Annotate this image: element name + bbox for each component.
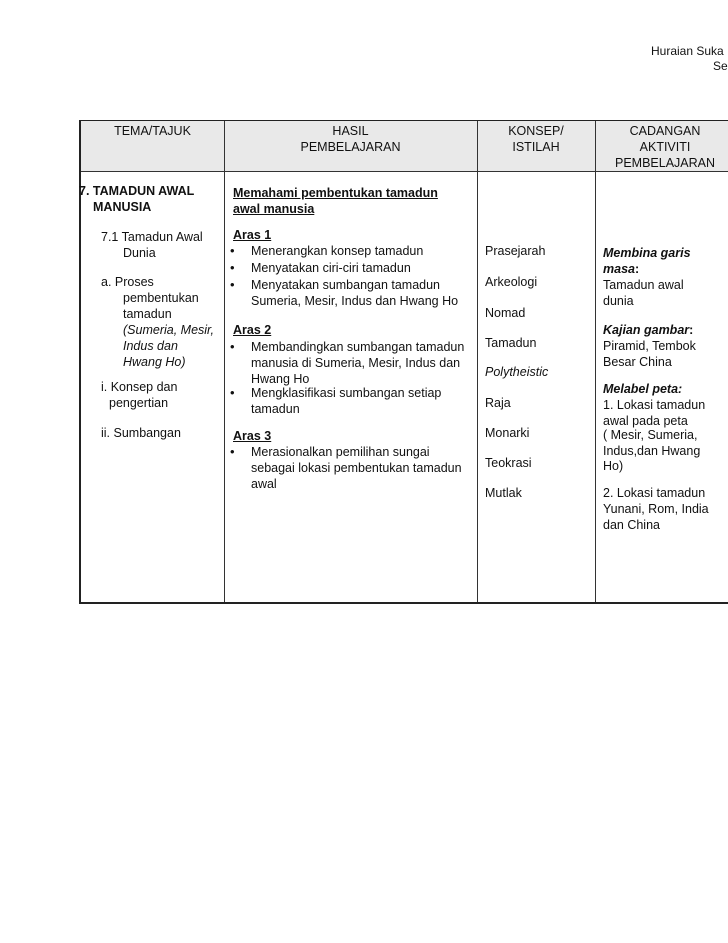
activity-2-heading-text: Kajian gambar [603, 323, 690, 337]
concept-item: Teokrasi [485, 456, 532, 470]
activity-1-heading-1: Membina garis [603, 246, 691, 260]
activity-1-text-2: dunia [603, 294, 634, 308]
aras-1-heading: Aras 1 [233, 228, 272, 242]
header-konsep-label-2: ISTILAH [512, 140, 560, 154]
activity-1-text: Tamadun awal [603, 278, 684, 292]
bullet-icon: • [230, 243, 235, 258]
column-divider [477, 121, 478, 602]
item-a-2: pembentukan [123, 291, 199, 305]
activity-2-text-1: Piramid, Tembok [603, 339, 696, 353]
bullet-icon: • [230, 277, 235, 292]
bullet-text: Hwang Ho [251, 372, 310, 386]
header-tema-label: TEMA/TAJUK [114, 124, 191, 138]
header-line-2: Se [713, 59, 728, 73]
item-i-1: i. Konsep dan [101, 380, 178, 394]
aras-2-bullet-1 [230, 339, 465, 387]
item-a-6: Hwang Ho) [123, 355, 186, 369]
concept-item: Tamadun [485, 336, 537, 350]
activity-3-heading: Melabel peta: [603, 382, 683, 396]
activity-4-text-2: Yunani, Rom, India [603, 502, 709, 516]
bullet-text: awal [251, 477, 277, 491]
bullet-text: sebagai lokasi pembentukan tamadun [251, 461, 462, 475]
header-hasil [224, 123, 477, 155]
activity-3-text-1: 1. Lokasi tamadun [603, 398, 706, 412]
aras-3-heading: Aras 3 [233, 429, 272, 443]
concept-item: Prasejarah [485, 244, 546, 258]
item-ii: ii. Sumbangan [101, 426, 181, 440]
activity-4-text-1: 2. Lokasi tamadun [603, 486, 706, 500]
item-a-4: (Sumeria, Mesir, [123, 323, 214, 337]
activity-3-text-2: awal pada peta [603, 414, 688, 428]
aras-1-bullet-3 [230, 277, 459, 309]
activity-3-text-4: Indus,dan Hwang [603, 444, 701, 458]
learning-outcome-2: awal manusia [233, 202, 315, 216]
activity-2-text-2: Besar China [603, 355, 672, 369]
concept-item: Mutlak [485, 486, 522, 500]
concept-item: Raja [485, 396, 511, 410]
activity-1-heading-text: masa [603, 262, 635, 276]
header-cadangan-label-3: PEMBELAJARAN [614, 156, 716, 170]
header-cadangan-label-2: AKTIVITI [639, 140, 691, 154]
activity-3-text-3: ( Mesir, Sumeria, [603, 428, 698, 442]
activity-2-heading [603, 322, 693, 338]
concept-item: Arkeologi [485, 275, 538, 289]
bullet-text: Merasionalkan pemilihan sungai [251, 445, 430, 459]
subtopic-2: Dunia [123, 246, 156, 260]
subtopic-1: 7.1 Tamadun Awal [101, 230, 203, 244]
column-divider [224, 121, 225, 602]
header-line-1: Huraian Suka [651, 44, 724, 58]
header-cadangan-label-1: CADANGAN [629, 124, 701, 138]
header-konsep-label-1: KONSEP/ [508, 124, 564, 138]
bullet-text: Mengklasifikasi sumbangan setiap [251, 386, 442, 400]
activity-1-heading-2 [603, 261, 639, 277]
bullet-text: Sumeria, Mesir, Indus dan Hwang Ho [251, 294, 459, 308]
syllabus-table [79, 120, 728, 604]
activity-2-colon: : [689, 323, 694, 337]
bullet-icon: • [230, 444, 235, 459]
aras-2-bullet-2 [230, 385, 442, 417]
bullet-text: Membandingkan sumbangan tamadun [251, 340, 465, 354]
item-a-3: tamadun [123, 307, 172, 321]
bullet-text: Menerangkan konsep tamadun [251, 244, 424, 258]
activity-3-text-5: Ho) [603, 459, 624, 473]
bullet-text: tamadun [251, 402, 300, 416]
bullet-icon: • [230, 385, 235, 400]
aras-1-bullet-1 [230, 243, 424, 259]
header-tema [81, 123, 224, 139]
topic-title-1: 7. TAMADUN AWAL [79, 184, 195, 198]
bullet-text: Menyatakan sumbangan tamadun [251, 278, 441, 292]
concept-item: Polytheistic [485, 365, 549, 379]
bullet-icon: • [230, 339, 235, 354]
bullet-text: Menyatakan ciri-ciri tamadun [251, 261, 411, 275]
column-divider [595, 121, 596, 602]
aras-2-heading: Aras 2 [233, 323, 272, 337]
header-hasil-label-2: PEMBELAJARAN [300, 140, 401, 154]
activity-1-colon: : [634, 262, 640, 276]
header-cadangan [595, 123, 728, 171]
concept-item: Monarki [485, 426, 530, 440]
activity-4-text-3: dan China [603, 518, 660, 532]
header-hasil-label-1: HASIL [332, 124, 369, 138]
concept-item: Nomad [485, 306, 526, 320]
item-a-1: a. Proses [101, 275, 154, 289]
document-header [651, 44, 728, 74]
item-a-5: Indus dan [123, 339, 178, 353]
aras-1-bullet-2 [230, 260, 411, 276]
item-i-2: pengertian [109, 396, 169, 410]
bullet-text: manusia di Sumeria, Mesir, Indus dan [251, 356, 461, 370]
topic-title-2: MANUSIA [93, 200, 152, 214]
bullet-icon: • [230, 260, 235, 275]
learning-outcome-1: Memahami pembentukan tamadun [233, 186, 438, 200]
header-konsep [477, 123, 595, 155]
aras-3-bullet-1 [230, 444, 462, 492]
